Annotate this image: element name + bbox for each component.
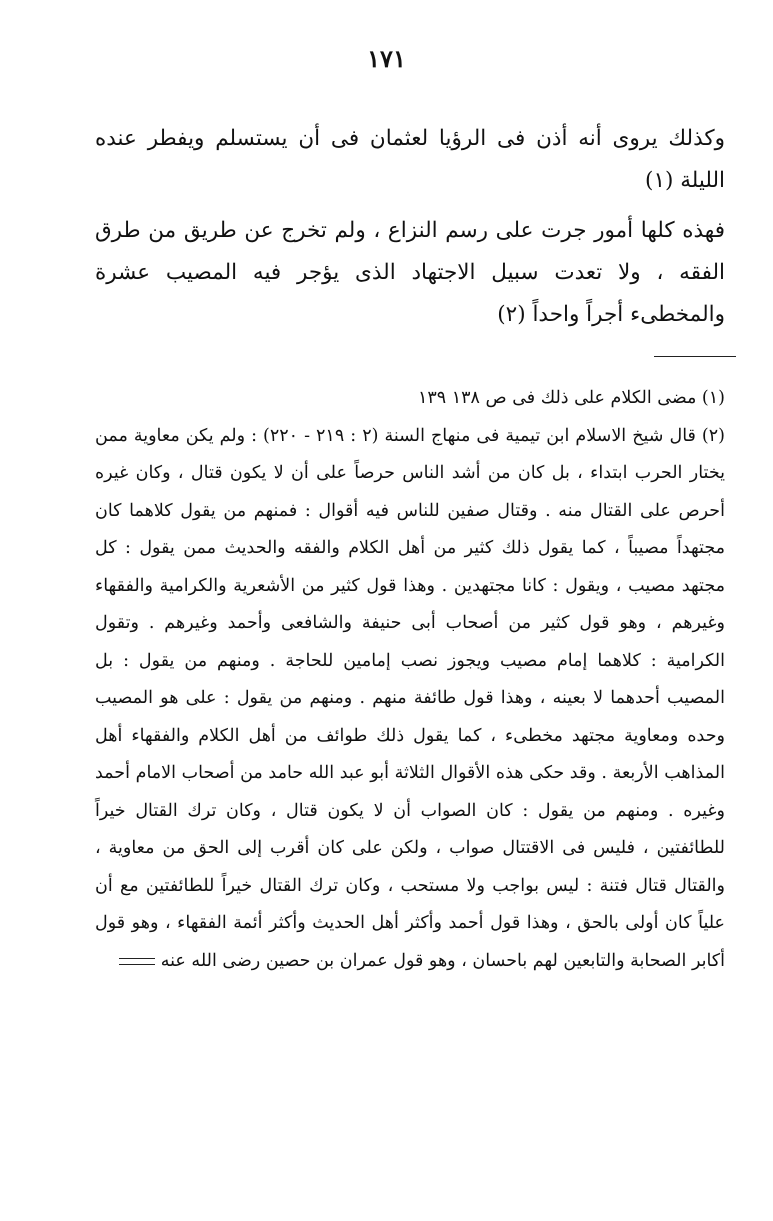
page-number: ١٧١ [367, 44, 406, 73]
continuation-mark [119, 958, 155, 965]
footnote-2-text: (٢) قال شيخ الاسلام ابن تيمية فى منهاج السنة (٢ : ٢١٩ - ٢٢٠) : ولم يكن معاوية ممن يختار الحرب ابتداء ، بل كان من أشد الناس حرصاً على أن لا يكون قتال ، وكان غيره أحرص على القتال منه . وقتال صفين للناس فيه أقوال : فمنهم من يقول كلاهما كان مجتهداً مصيباً ، كما يقول ذلك كثير من أهل الكلام والفقه والحديث ممن يقول : كل مجتهد مصيب ، ويقول : كانا مجتهدين . وهذا قول كثير من الأشعرية والكرامية والفقهاء وغيرهم ، وهو قول كثير من أصحاب أبى حنيفة والشافعى وأحمد وغيرهم . وتقول الكرامية : كلاهما إمام مصيب ويجوز نصب إمامين للحاجة . ومنهم من يقول : بل المصيب أحدهما لا بعينه ، وهذا قول طائفة منهم . ومنهم من يقول : على هو المصيب وحده ومعاوية مجتهد مخطىء ، كما يقول ذلك طوائف من أهل الكلام والفقهاء أهل المذاهب الأربعة . وقد حكى هذه الأقوال الثلاثة أبو عبد الله حامد من أصحاب الامام أحمد وغيره . ومنهم من يقول : كان الصواب أن لا يكون قتال ، وكان ترك القتال خيراً للطائفتين ، فليس فى الاقتتال صواب ، ولكن على كان أقرب إلى الحق من معاوية ، والقتال قتال فتنة : ليس بواجب ولا مستحب ، وكان ترك القتال خيراً للطائفتين مع أن علياً كان أولى بالحق ، وهذا قول أحمد وأكثر أهل الحديث وأكثر أئمة الفقهاء ، وهو قول أكابر الصحابة والتابعين لهم باحسان ، وهو قول عمران بن حصين رضى الله عنه [95, 425, 725, 971]
footnotes [95, 380, 725, 980]
main-paragraph-1: وكذلك يروى أنه أذن فى الرؤيا لعثمان فى أن يستسلم ويفطر عنده الليلة (١) [95, 126, 725, 193]
main-paragraph-2: فهذه كلها أمور جرت على رسم النزاع ، ولم تخرج عن طريق من طرق الفقه ، ولا تعدت سبيل الاجتهاد الذى يؤجر فيه المصيب عشرة والمخطىء أجراً واحداً (٢) [95, 218, 725, 327]
footnote-1: (١) مضى الكلام على ذلك فى ص ١٣٨ ١٣٩ [417, 388, 725, 408]
footnote-2 [95, 418, 725, 981]
main-text [95, 118, 725, 336]
footnote-separator [654, 356, 736, 357]
